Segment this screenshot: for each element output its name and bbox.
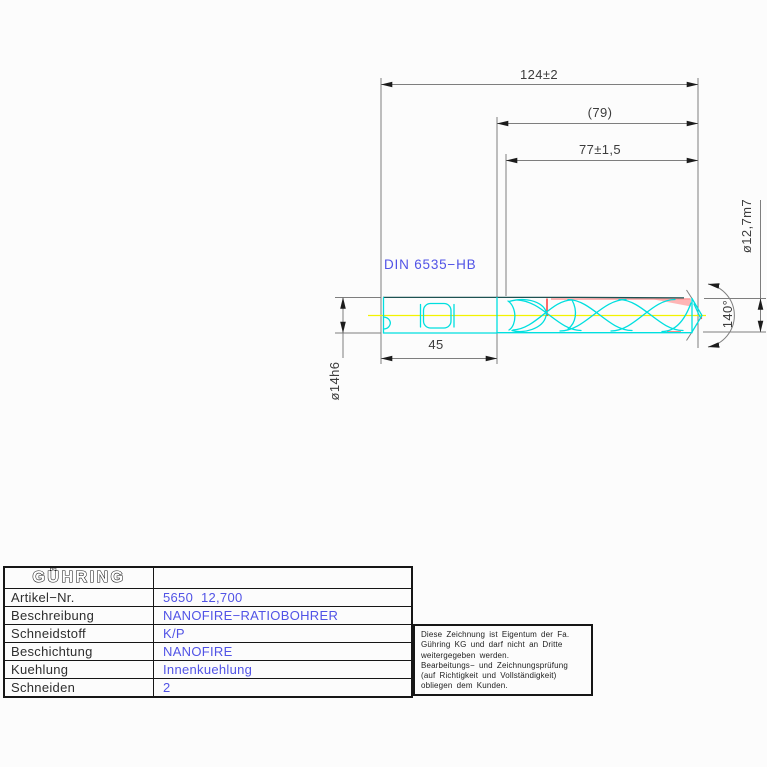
drill-body bbox=[368, 297, 706, 333]
row-value: 5650 12,700 bbox=[163, 590, 243, 605]
row-value: K/P bbox=[163, 626, 185, 641]
row-label: Artikel−Nr. bbox=[5, 589, 154, 606]
row-label: Kuehlung bbox=[5, 661, 154, 678]
disclaimer-line: Diese Zeichnung ist Eigentum der Fa. bbox=[421, 630, 570, 639]
dim-overall-length: 124±2 bbox=[519, 67, 559, 82]
dim-flute-length: 77±1,5 bbox=[578, 142, 622, 157]
dim-point-angle: 140° bbox=[720, 299, 735, 329]
dim-cutting-diameter: ø12,7m7 bbox=[739, 198, 754, 254]
row-value: Innenkuehlung bbox=[163, 662, 253, 677]
dim-shank-length: 45 bbox=[428, 337, 444, 352]
row-label: Beschichtung bbox=[5, 643, 154, 660]
row-label: Schneiden bbox=[5, 679, 154, 696]
extension-lines bbox=[335, 78, 766, 364]
disclaimer-line: weitergegeben werden. bbox=[421, 650, 510, 660]
row-label: Schneidstoff bbox=[5, 625, 154, 642]
din-standard-label: DIN 6535−HB bbox=[384, 257, 477, 272]
disclaimer-line: Bearbeitungs− und Zeichnungsprüfung bbox=[421, 660, 568, 670]
row-beschreibung bbox=[5, 606, 411, 624]
disclaimer-line: Gühring KG und darf nicht an Dritte bbox=[421, 640, 563, 650]
row-value: NANOFIRE bbox=[163, 644, 233, 659]
dim-reference-length: (79) bbox=[587, 105, 613, 120]
title-block-logo-row bbox=[5, 568, 411, 588]
row-value: 2 bbox=[163, 680, 171, 695]
title-block bbox=[3, 566, 413, 698]
row-artikel-nr bbox=[5, 588, 411, 606]
row-value: NANOFIRE−RATIOBOHRER bbox=[163, 608, 339, 623]
row-beschichtung bbox=[5, 642, 411, 660]
shank-notch bbox=[384, 317, 391, 329]
row-label: Beschreibung bbox=[5, 607, 154, 624]
guehring-logo: GÜHRING bbox=[32, 569, 126, 586]
row-kuehlung bbox=[5, 660, 411, 678]
row-schneidstoff bbox=[5, 624, 411, 642]
disclaimer-box bbox=[413, 624, 593, 696]
dim-shank-diameter: ø14h6 bbox=[327, 361, 342, 401]
disclaimer-line: (auf Richtigkeit und Vollständigkeit) bbox=[421, 671, 557, 681]
row-schneiden bbox=[5, 678, 411, 696]
disclaimer-line: obliegen dem Kunden. bbox=[421, 681, 508, 691]
